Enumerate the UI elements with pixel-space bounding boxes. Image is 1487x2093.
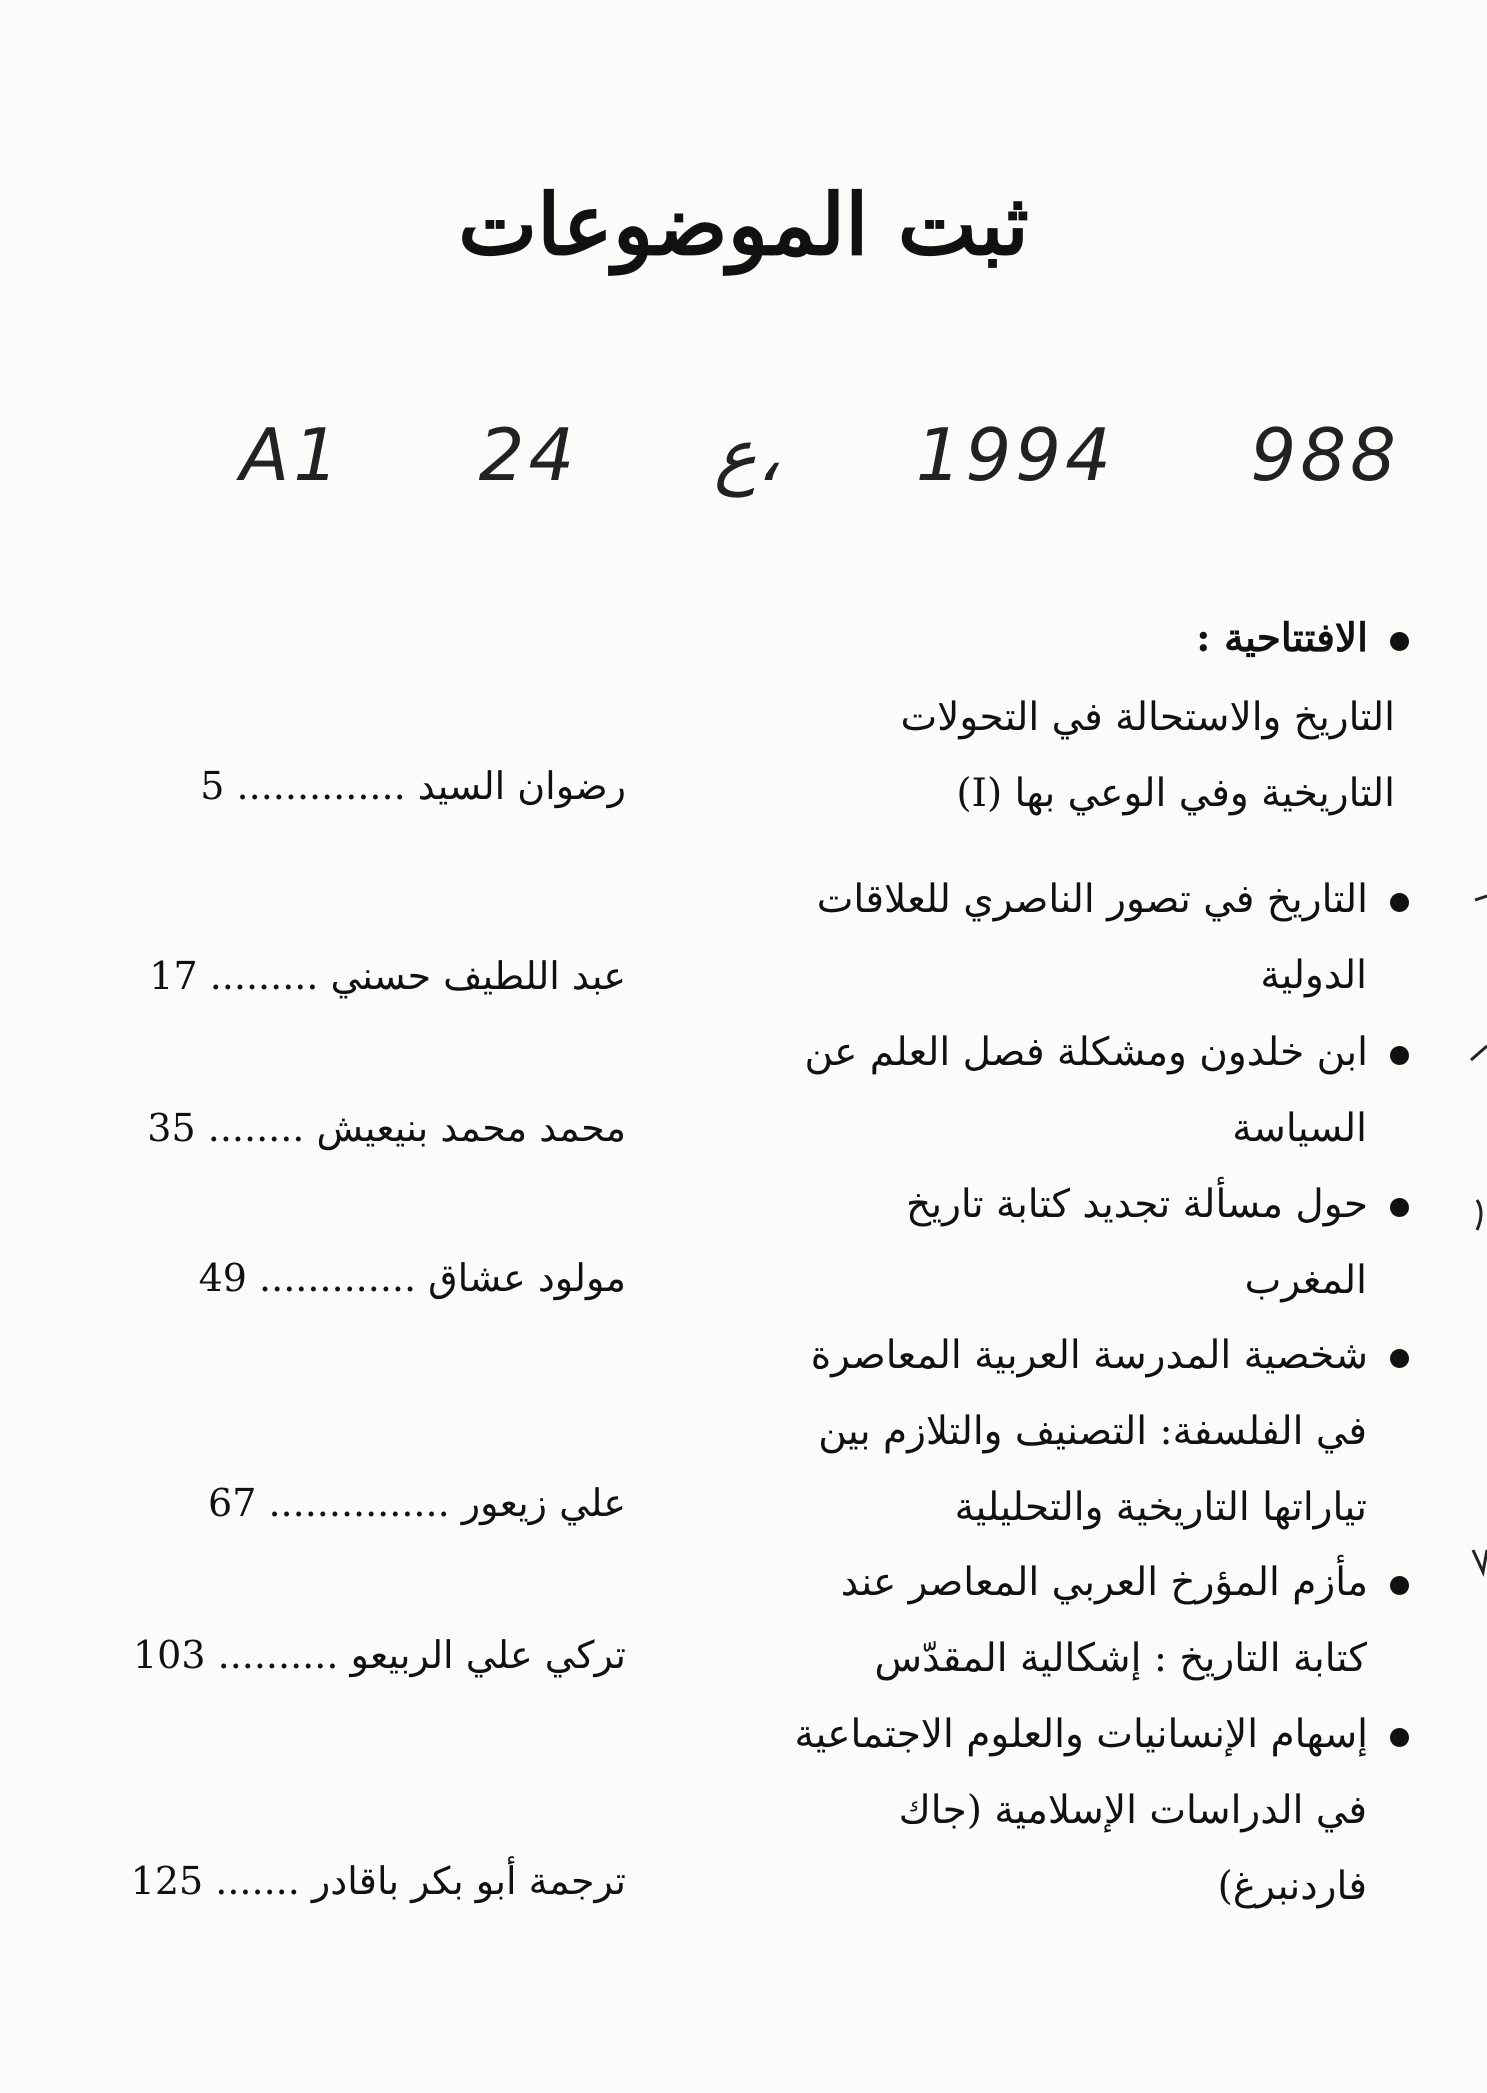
bullet-icon	[1390, 1046, 1409, 1065]
handwritten-annotation	[240, 395, 1400, 515]
bullet-icon	[1390, 1198, 1409, 1217]
bullet-icon	[1390, 1576, 1409, 1595]
title-line: السياسة	[1232, 1106, 1367, 1151]
margin-pen-marks	[1467, 860, 1487, 1680]
leader-dots: .........	[209, 954, 319, 998]
title-line: في الفلسفة: التصنيف والتلازم بين	[818, 1409, 1367, 1454]
author-name: عبد اللطيف حسني	[330, 954, 626, 998]
title-line: إسهام الإنسانيات والعلوم الاجتماعية	[794, 1712, 1368, 1757]
title-line: الدولية	[1260, 953, 1367, 998]
toc-entry-title	[789, 862, 1409, 1014]
toc-entry-author	[66, 1465, 626, 1541]
leader-dots: .......	[215, 1859, 300, 1903]
toc-entry-author	[66, 938, 626, 1014]
author-name: ترجمة أبو بكر باقادر	[311, 1859, 626, 1903]
bullet-icon	[1390, 1349, 1409, 1368]
author-name: مولود عشاق	[428, 1256, 626, 1300]
handwritten-number: 24	[478, 413, 579, 497]
title-line: المغرب	[1244, 1258, 1367, 1303]
pen-mark	[1475, 896, 1487, 900]
leader-dots: ...............	[268, 1481, 450, 1525]
toc-entry-title	[789, 1318, 1409, 1546]
pen-mark	[1477, 1200, 1481, 1230]
title-line: ابن خلدون ومشكلة فصل العلم عن	[804, 1030, 1368, 1075]
pen-mark	[1473, 1550, 1487, 1572]
page-number: 49	[198, 1256, 247, 1300]
toc-entry-title	[789, 1545, 1409, 1697]
toc-entry-author	[66, 1617, 626, 1693]
author-name: رضوان السيد	[417, 764, 626, 808]
page-number: 17	[149, 954, 198, 998]
author-name: تركي علي الربيعو	[350, 1633, 626, 1677]
title-line: تياراتها التاريخية والتحليلية	[954, 1485, 1367, 1530]
author-name: محمد محمد بنيعيش	[316, 1106, 626, 1150]
author-name: علي زيعور	[461, 1481, 626, 1525]
page-number: 35	[147, 1106, 196, 1150]
title-line: في الدراسات الإسلامية (جاك	[898, 1788, 1367, 1833]
page-title: ثبت الموضوعات	[458, 175, 1029, 274]
leader-dots: ........	[207, 1106, 305, 1150]
toc-entry-author	[66, 1090, 626, 1166]
handwritten-letter: ع،	[713, 413, 781, 497]
page-number: 5	[200, 764, 225, 808]
toc-entry-author	[66, 1843, 626, 1919]
toc-entry-title	[775, 680, 1395, 832]
page-number: 125	[130, 1859, 204, 1903]
bullet-icon	[1390, 1728, 1409, 1747]
title-line: شخصية المدرسة العربية المعاصرة	[810, 1333, 1368, 1378]
toc-entry-author	[66, 1240, 626, 1316]
title-line: فاردنبرغ)	[1217, 1864, 1367, 1909]
handwritten-issue: 988	[1250, 413, 1400, 497]
toc-entry-title	[789, 1697, 1409, 1925]
handwritten-code: A1	[240, 413, 344, 497]
toc-entry-title	[789, 1167, 1409, 1319]
bullet-icon	[1390, 632, 1409, 651]
section-label: الافتتاحية :	[1196, 615, 1368, 661]
handwritten-year: 1994	[915, 413, 1115, 497]
title-line: كتابة التاريخ : إشكالية المقدّس	[874, 1636, 1367, 1681]
toc-entry-title	[789, 1015, 1409, 1167]
toc-entry-author	[66, 748, 626, 824]
title-line: التاريخ في تصور الناصري للعلاقات	[816, 877, 1368, 922]
title-line: التاريخية وفي الوعي بها (I)	[956, 771, 1395, 816]
section-heading	[789, 600, 1409, 676]
title-line: التاريخ والاستحالة في التحولات	[900, 695, 1395, 740]
title-line: حول مسألة تجديد كتابة تاريخ	[906, 1182, 1368, 1227]
pen-mark	[1471, 1046, 1487, 1060]
leader-dots: ..........	[217, 1633, 339, 1677]
leader-dots: .............	[259, 1256, 417, 1300]
page-number: 67	[208, 1481, 257, 1525]
page-number: 103	[132, 1633, 206, 1677]
bullet-icon	[1390, 893, 1409, 912]
leader-dots: ..............	[236, 764, 406, 808]
title-line: مأزم المؤرخ العربي المعاصر عند	[840, 1560, 1368, 1605]
